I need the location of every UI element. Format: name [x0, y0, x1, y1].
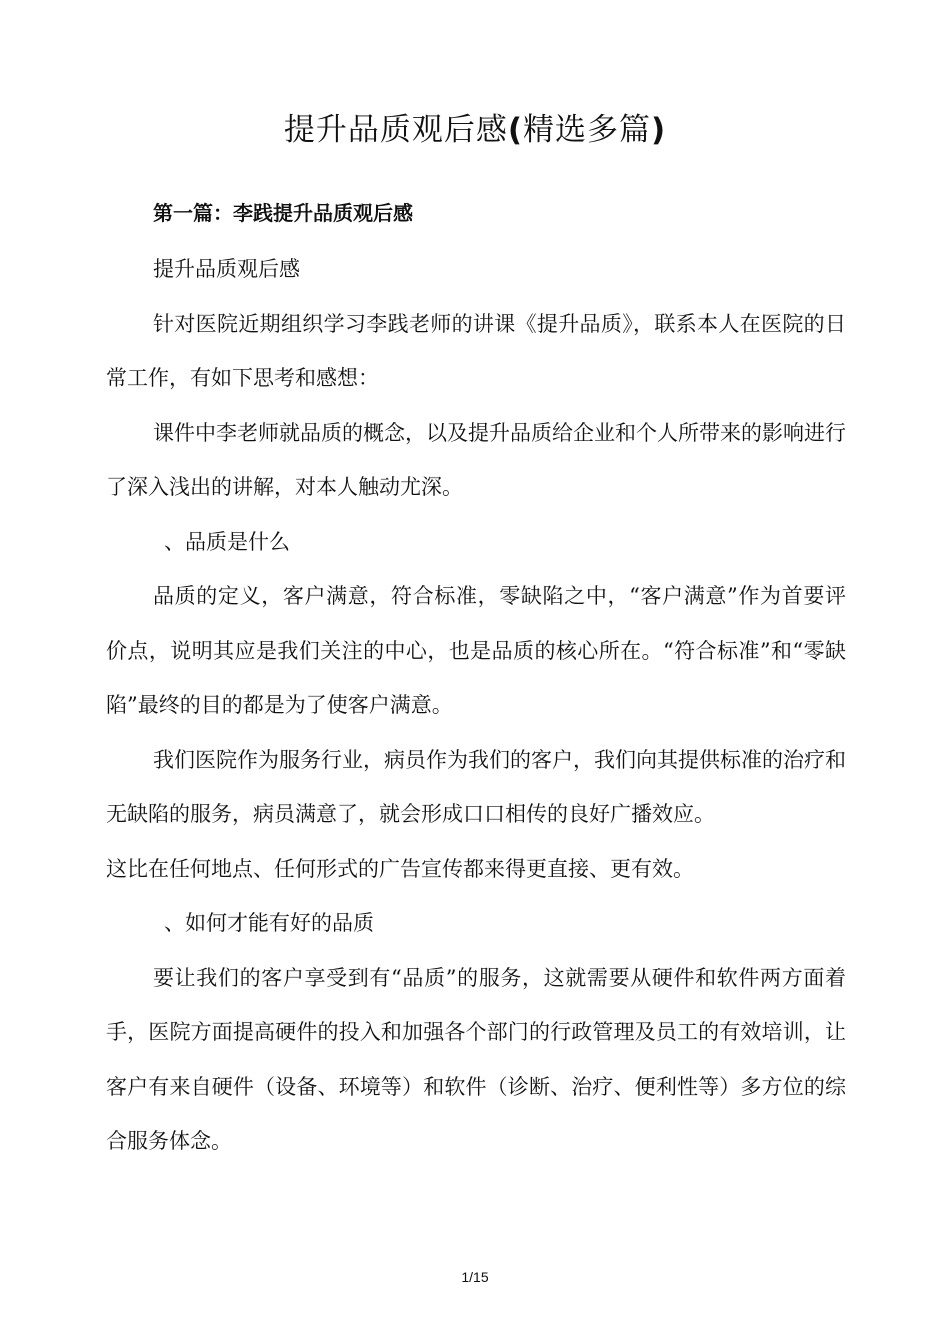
page-number: 1/15	[461, 1269, 489, 1285]
section-heading: 第一篇：李践提升品质观后感	[153, 201, 413, 225]
document-body	[106, 242, 846, 1169]
paragraph: 我们医院作为服务行业，病员作为我们的客户，我们向其提供标准的治疗和无缺陷的服务，病员满意了，就会形成口口相传的良好广播效应。	[106, 747, 846, 826]
paragraph: 品质的定义，客户满意，符合标准，零缺陷之中，“客户满意”作为首要评价点，说明其应是我们关注的中心，也是品质的核心所在。“符合标准”和“零缺陷”最终的目的都是为了使客户满意。	[106, 584, 846, 717]
title-main: 提升品质观后感	[283, 112, 508, 148]
paragraph-subtitle: 提升品质观后感	[153, 257, 300, 281]
paragraph: 这比在任何地点、任何形式的广告宣传都来得更直接、更有效。	[106, 856, 694, 881]
subheading-how-to-get-quality: 、如何才能有好的品质	[164, 911, 374, 935]
paragraph: 要让我们的客户享受到有“品质”的服务，这就需要从硬件和软件两方面着手，医院方面提高硬件的投入和加强各个部门的行政管理及员工的有效培训，让客户有来自硬件（设备、环境等）和软件（诊断、治疗、便利性等）多方位的综合服务体念。	[106, 965, 846, 1153]
title-paren-text: 精选多篇	[523, 112, 651, 148]
title-paren-close: )	[651, 112, 667, 148]
document-title	[0, 108, 950, 152]
paragraph: 针对医院近期组织学习李践老师的讲课《提升品质》，联系本人在医院的日常工作，有如下思考和感想：	[106, 311, 846, 390]
subheading-what-is-quality: 、品质是什么	[164, 529, 290, 554]
title-paren-open: (	[507, 112, 523, 148]
paragraph: 课件中李老师就品质的概念，以及提升品质给企业和个人所带来的影响进行了深入浅出的讲解，对本人触动尤深。	[106, 420, 846, 499]
